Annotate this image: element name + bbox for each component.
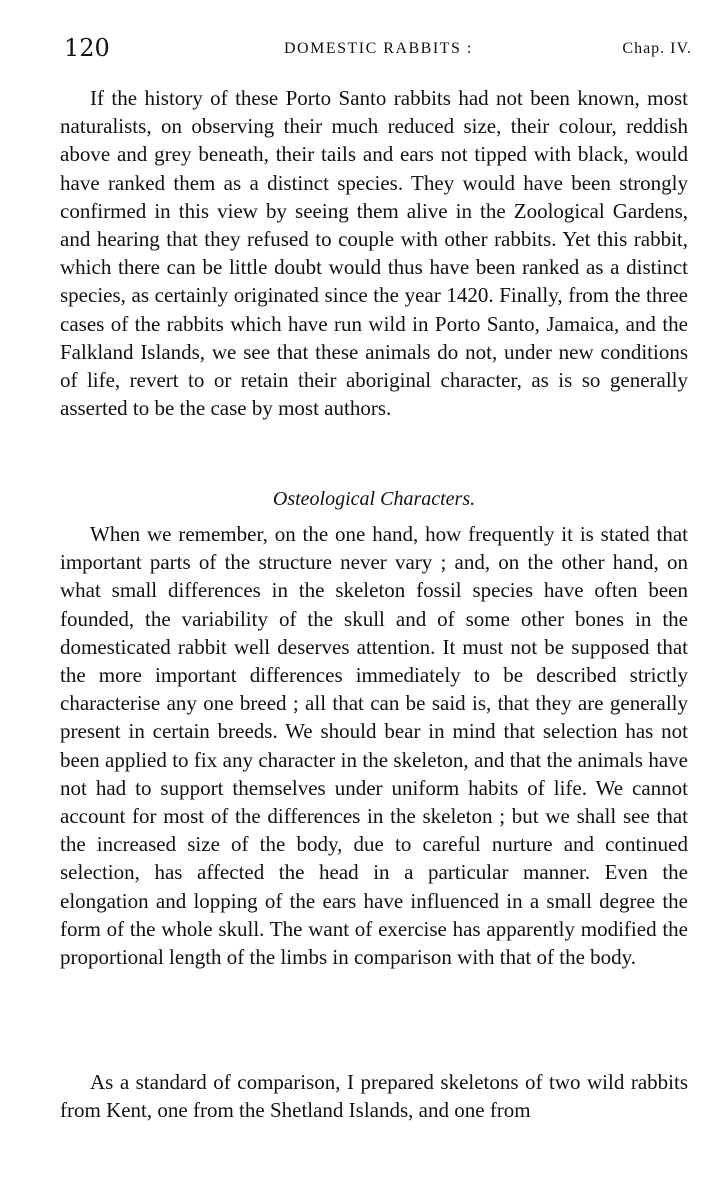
chapter-label: Chap. IV.	[622, 40, 692, 57]
running-head: DOMESTIC RABBITS :	[284, 40, 473, 57]
page-header	[64, 32, 692, 68]
paragraph-3-text: As a standard of comparison, I prepared skeletons of two wild rabbits from Kent, one from the Shetland Islands, and one from	[60, 1070, 688, 1123]
paragraph-3	[60, 1068, 688, 1124]
section-heading: Osteological Characters.	[272, 488, 476, 510]
paragraph-1	[60, 84, 688, 422]
page-number: 120	[64, 34, 110, 62]
paragraph-1-text: If the history of these Porto Santo rabbits had not been known, most naturalists, on observing their much reduced size, their colour, reddish above and grey beneath, their tails and ears not tipped with black, would have ranked them as a distinct species. They would have been strongly confirmed in this view by seeing them alive in the Zoological Gardens, and hearing that they refused to couple with other rabbits. Yet this rabbit, which there can be little doubt would thus have been ranked as a distinct species, as certainly originated since the year 1420. Finally, from the three cases of the rabbits which have run wild in Porto Santo, Jamaica, and the Falkland Islands, we see that these animals do not, under new conditions of life, revert to or retain their aboriginal character, as is so generally asserted to be the case by most authors.	[60, 86, 688, 421]
paragraph-2	[60, 520, 688, 971]
paragraph-2-text: When we remember, on the one hand, how frequently it is stated that important parts of the structure never vary ; and, on the other hand, on what small differences in the skeleton fossil species have often been founded, the variability of the skull and of some other bones in the domesticated rabbit well deserves attention. It must not be supposed that the more important differences immediately to be described strictly characterise any one breed ; all that can be said is, that they are generally present in certain breeds. We should bear in mind that selection has not been applied to fix any character in the skeleton, and that the animals have not had to support themselves under uniform habits of life. We cannot account for most of the differences in the skeleton ; but we shall see that the increased size of the body, due to careful nurture and continued selection, has affected the head in a particular manner. Even the elongation and lopping of the ears have influenced in a small degree the form of the whole skull. The want of exercise has apparently modified the proportional length of the limbs in comparison with that of the body.	[60, 522, 688, 970]
